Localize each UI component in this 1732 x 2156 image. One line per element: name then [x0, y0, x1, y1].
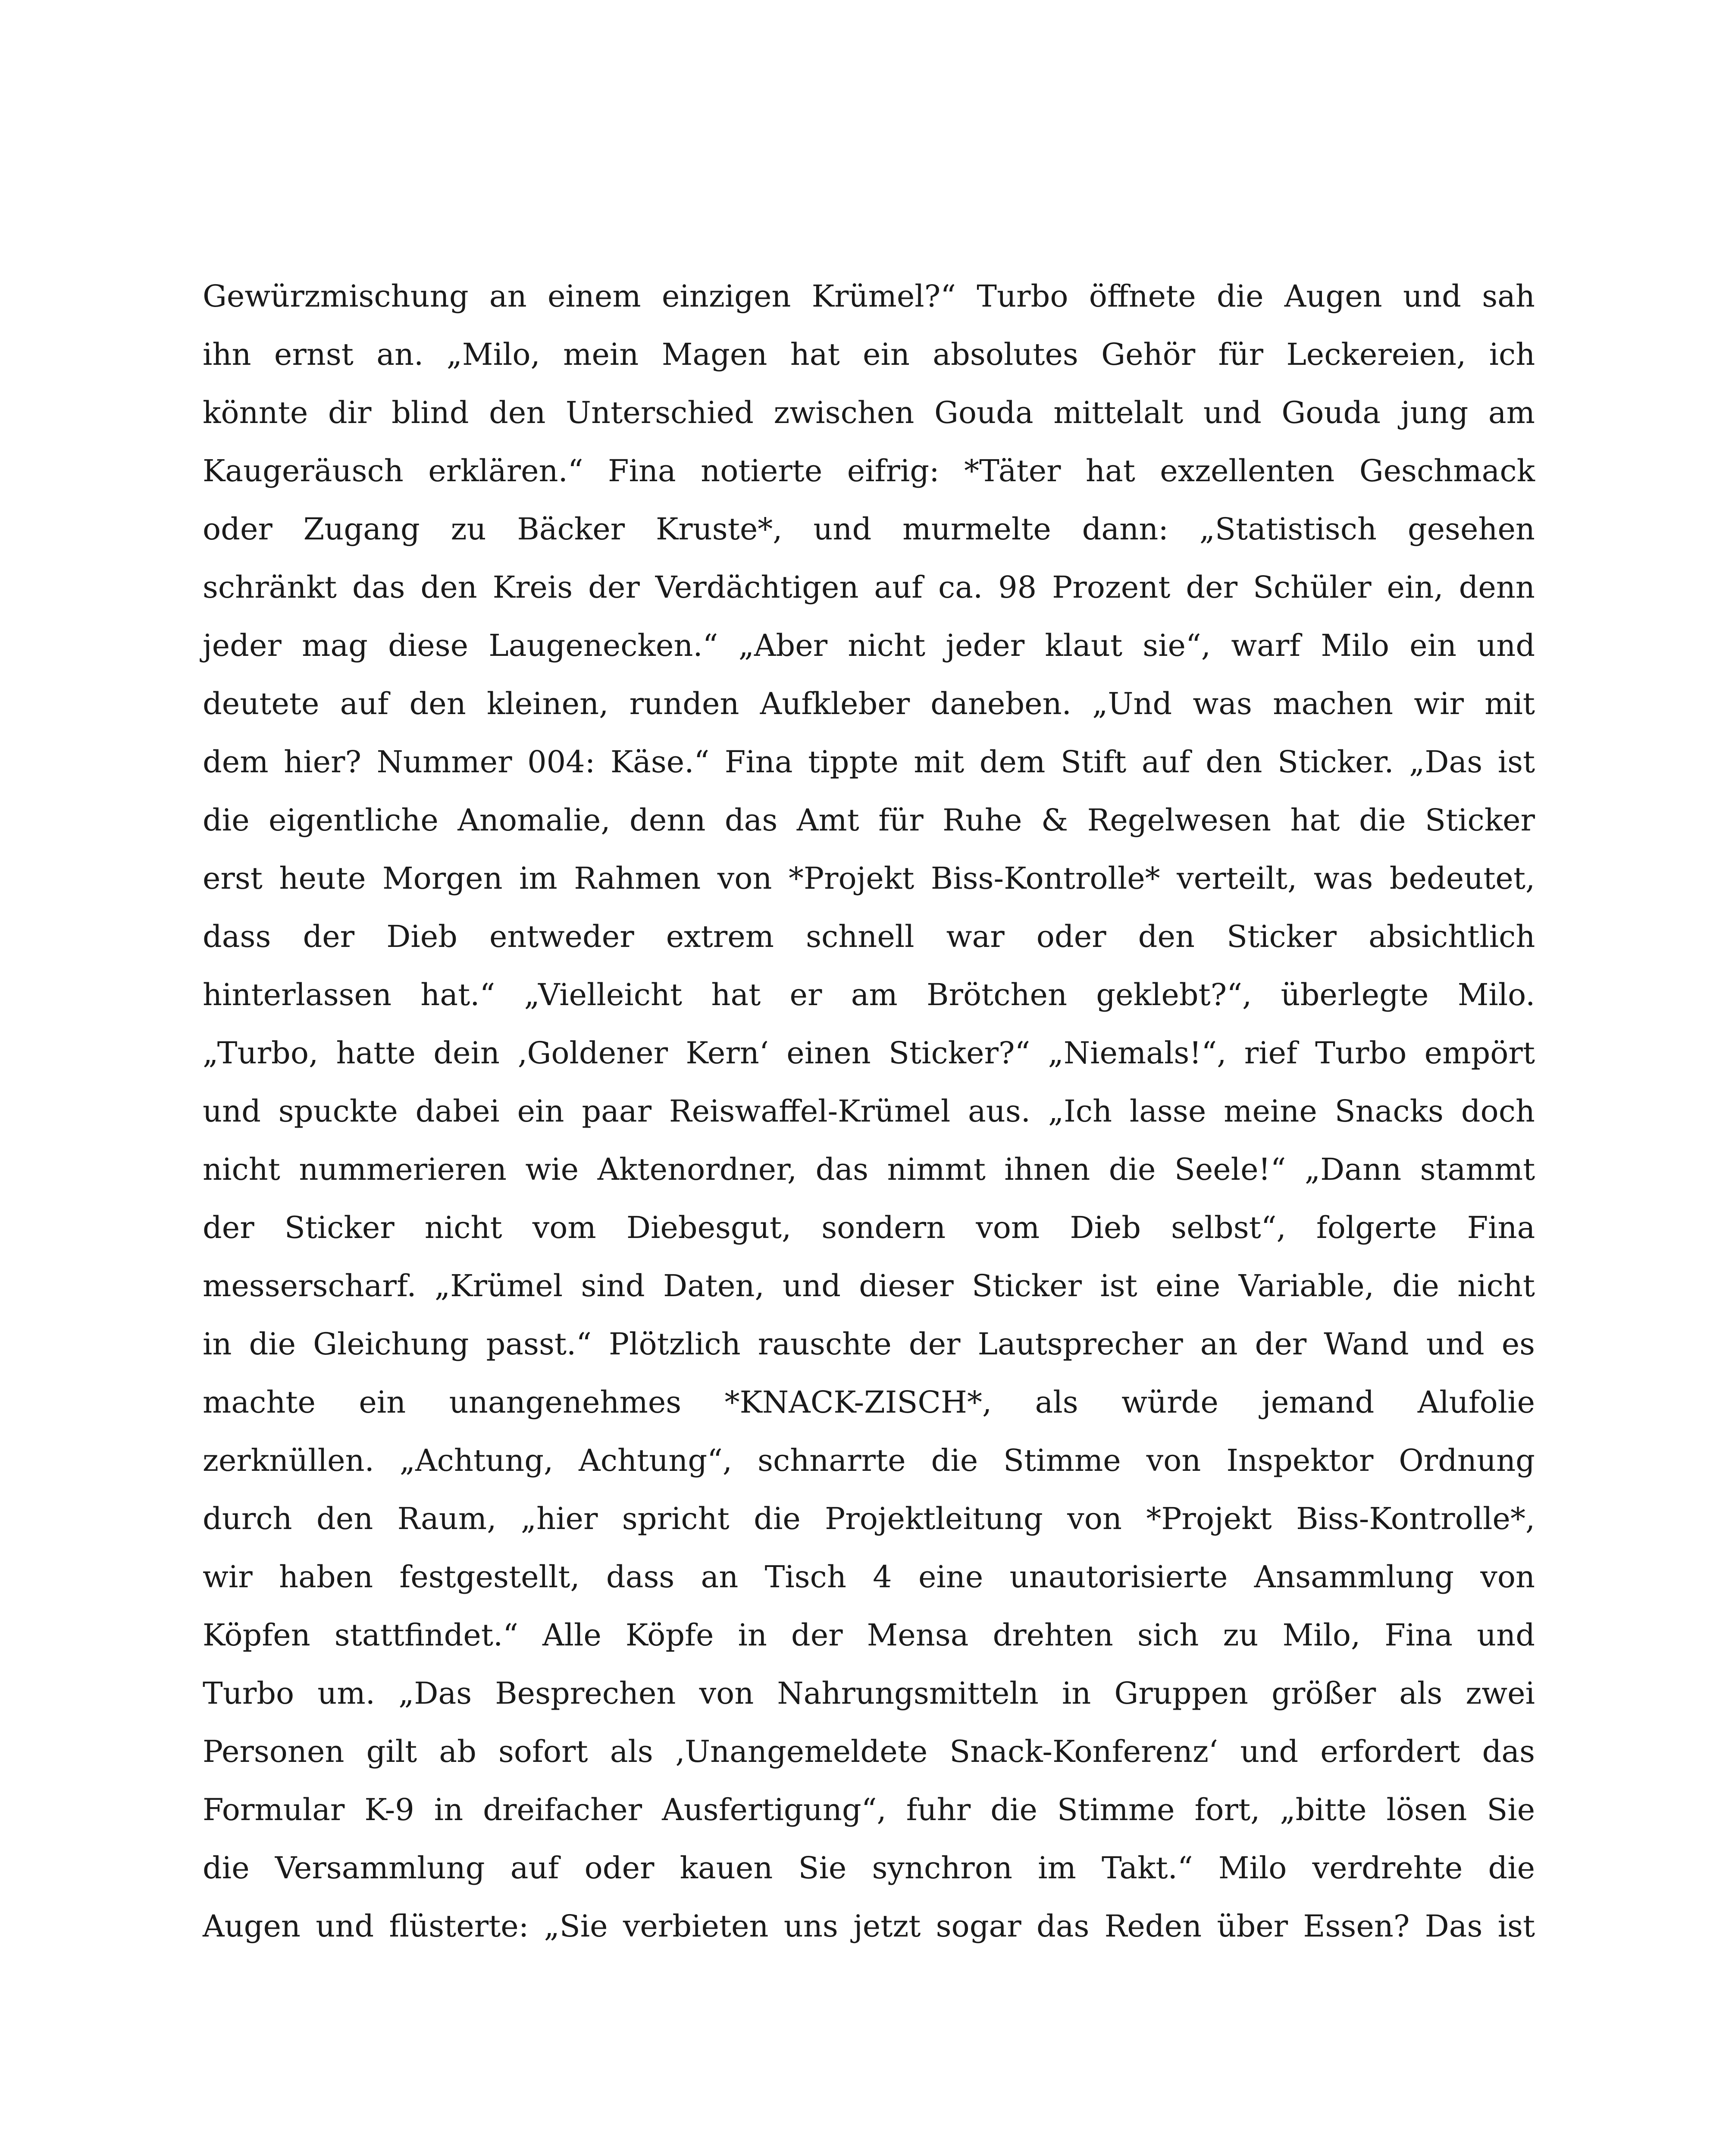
text-line: Kaugeräusch erklären.“ Fina notierte eifrig: *Täter hat exzellenten Geschmack [203, 453, 1535, 489]
body-text [203, 267, 1535, 1955]
text-line: deutete auf den kleinen, runden Aufkleber daneben. „Und was machen wir mit [203, 686, 1535, 721]
text-line: könnte dir blind den Unterschied zwischen Gouda mittelalt und Gouda jung am [203, 395, 1535, 430]
text-line: Köpfen stattfindet.“ Alle Köpfe in der Mensa drehten sich zu Milo, Fina und [203, 1617, 1535, 1653]
text-line: in die Gleichung passt.“ Plötzlich rauschte der Lautsprecher an der Wand und es [203, 1326, 1535, 1362]
text-line: Personen gilt ab sofort als ‚Unangemeldete Snack-Konferenz‘ und erfordert das [203, 1734, 1535, 1769]
text-line: schränkt das den Kreis der Verdächtigen auf ca. 98 Prozent der Schüler ein, denn [203, 570, 1535, 605]
text-line: „Turbo, hatte dein ‚Goldener Kern‘ einen Sticker?“ „Niemals!“, rief Turbo empört [203, 1035, 1535, 1071]
text-line: durch den Raum, „hier spricht die Projektleitung von *Projekt Biss-Kontrolle*, [203, 1501, 1535, 1536]
text-line: Gewürzmischung an einem einzigen Krümel?“ Turbo öffnete die Augen und sah [203, 279, 1535, 314]
text-line: messerscharf. „Krümel sind Daten, und dieser Sticker ist eine Variable, die nicht [203, 1268, 1535, 1304]
text-line: erst heute Morgen im Rahmen von *Projekt Biss-Kontrolle* verteilt, was bedeutet, [203, 861, 1535, 896]
text-line: nicht nummerieren wie Aktenordner, das nimmt ihnen die Seele!“ „Dann stammt [203, 1152, 1535, 1187]
text-line: Turbo um. „Das Besprechen von Nahrungsmitteln in Gruppen größer als zwei [203, 1676, 1535, 1711]
text-line: jeder mag diese Laugenecken.“ „Aber nicht jeder klaut sie“, warf Milo ein und [203, 628, 1535, 663]
text-line: Formular K-9 in dreifacher Ausfertigung“, fuhr die Stimme fort, „bitte lösen Sie [203, 1792, 1535, 1827]
text-line: und spuckte dabei ein paar Reiswaffel-Krümel aus. „Ich lasse meine Snacks doch [203, 1094, 1535, 1129]
text-line: dem hier? Nummer 004: Käse.“ Fina tippte mit dem Stift auf den Sticker. „Das ist [203, 744, 1535, 780]
text-line: der Sticker nicht vom Diebesgut, sondern vom Dieb selbst“, folgerte Fina [203, 1210, 1535, 1245]
text-line: die Versammlung auf oder kauen Sie synchron im Takt.“ Milo verdrehte die [203, 1850, 1535, 1886]
text-line: ihn ernst an. „Milo, mein Magen hat ein absolutes Gehör für Leckereien, ich [203, 337, 1535, 372]
text-line: machte ein unangenehmes *KNACK-ZISCH*, als würde jemand Alufolie [203, 1385, 1535, 1420]
text-line: Augen und flüsterte: „Sie verbieten uns jetzt sogar das Reden über Essen? Das ist [203, 1908, 1535, 1944]
text-line: hinterlassen hat.“ „Vielleicht hat er am Brötchen geklebt?“, überlegte Milo. [203, 977, 1535, 1012]
text-line: die eigentliche Anomalie, denn das Amt für Ruhe & Regelwesen hat die Sticker [203, 802, 1535, 838]
text-line: zerknüllen. „Achtung, Achtung“, schnarrte die Stimme von Inspektor Ordnung [203, 1443, 1535, 1478]
text-line: wir haben festgestellt, dass an Tisch 4 eine unautorisierte Ansammlung von [203, 1559, 1535, 1595]
text-line: oder Zugang zu Bäcker Kruste*, und murmelte dann: „Statistisch gesehen [203, 511, 1535, 547]
text-line: dass der Dieb entweder extrem schnell war oder den Sticker absichtlich [203, 919, 1535, 954]
